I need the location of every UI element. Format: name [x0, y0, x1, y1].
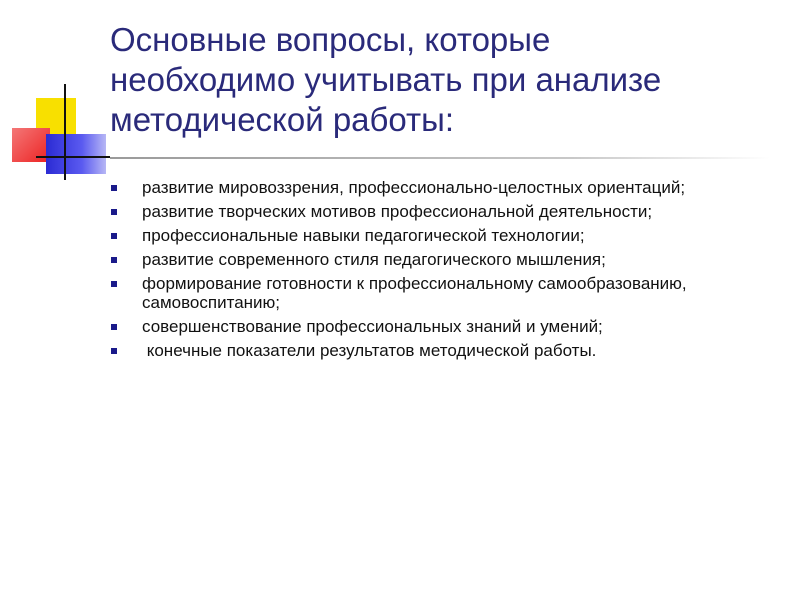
- list-item-text: профессиональные навыки педагогической технологии;: [142, 226, 585, 245]
- blue-square-shape: [46, 134, 106, 174]
- list-item-text: конечные показатели результатов методической работы.: [142, 341, 597, 360]
- list-item-text: развитие творческих мотивов профессиональной деятельности;: [142, 202, 653, 221]
- square-bullet-icon: [111, 348, 117, 354]
- title-separator: [110, 157, 770, 159]
- slide-title-line: методической работы:: [110, 101, 455, 138]
- list-item-text: формирование готовности к профессиональному самообразованию, самовоспитанию;: [142, 274, 687, 312]
- slide-title: [110, 20, 760, 140]
- bullet-list: [108, 178, 758, 365]
- square-bullet-icon: [111, 257, 117, 263]
- list-item: [108, 274, 758, 312]
- list-item: [108, 317, 758, 336]
- square-bullet-icon: [111, 185, 117, 191]
- list-item: [108, 250, 758, 269]
- list-item-text: развитие мировоззрения, профессионально-целостных ориентаций;: [142, 178, 686, 197]
- square-bullet-icon: [111, 324, 117, 330]
- square-bullet-icon: [111, 209, 117, 215]
- list-item-text: совершенствование профессиональных знаний и умений;: [142, 317, 603, 336]
- slide-title-line: Основные вопросы, которые: [110, 21, 551, 58]
- vertical-line-shape: [64, 84, 66, 180]
- colored-squares-logo-icon: [0, 0, 120, 190]
- square-bullet-icon: [111, 281, 117, 287]
- list-item: [108, 341, 758, 360]
- list-item-text: развитие современного стиля педагогического мышления;: [142, 250, 606, 269]
- list-item: [108, 226, 758, 245]
- list-item: [108, 202, 758, 221]
- slide-title-line: необходимо учитывать при анализе: [110, 61, 662, 98]
- square-bullet-icon: [111, 233, 117, 239]
- horizontal-line-shape: [36, 156, 110, 158]
- list-item: [108, 178, 758, 197]
